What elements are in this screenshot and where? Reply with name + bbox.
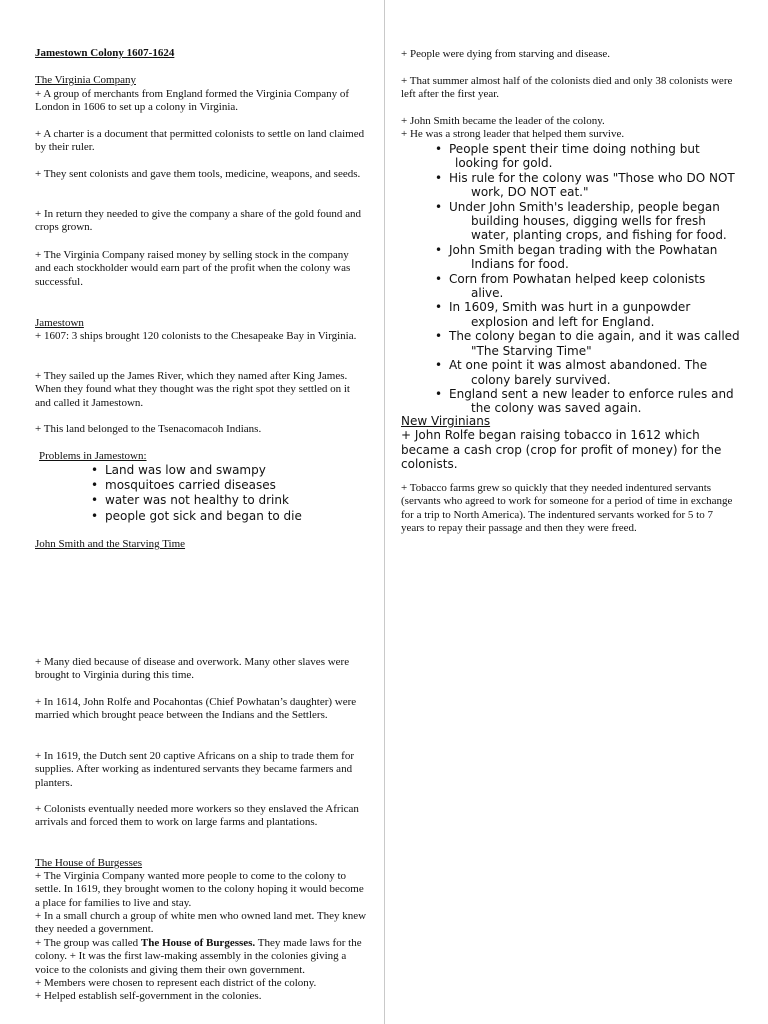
list-item-text: • His rule for the colony was "Those who DO NOT work, DO NOT eat." xyxy=(449,170,735,200)
jamestown-heading: Jamestown xyxy=(35,317,84,329)
text-run: + The group was called xyxy=(35,937,141,949)
paragraph: + The Virginia Company raised money by selling stock in the company and each stockholder would earn part of the profit when the colony was successful. xyxy=(35,249,351,288)
problems-list xyxy=(35,463,367,524)
paragraph: + They sent colonists and gave them tools, medicine, weapons, and seeds. xyxy=(35,168,361,180)
paragraph: + The Virginia Company wanted more people to come to the colony to settle. In 1619, they brought women to the colony hoping it would become a place for families to live and stay. xyxy=(35,870,364,909)
paragraph: + John Rolfe began raising tobacco in 1612 which became a cash crop (crop for profit of money) for the colonists. xyxy=(401,428,722,472)
problems-heading-text: Problems in Jamestown: xyxy=(39,450,147,462)
problems-heading xyxy=(39,450,147,463)
list-item-text: • At one point it was almost abandoned. The colony barely survived. xyxy=(449,358,708,387)
list-item xyxy=(449,272,741,301)
new-virginians-heading: New Virginians xyxy=(401,414,491,428)
list-item: • water was not healthy to drink xyxy=(105,493,367,508)
text-run: They made laws for the colony. + It was the first law-making assembly in the colonies giving a voice to the colonists and giving them their own government. xyxy=(35,937,362,976)
list-item xyxy=(449,358,741,387)
list-item xyxy=(449,329,741,358)
paragraph: + In 1619, the Dutch sent 20 captive Africans on a ship to trade them for supplies. After working as indentured servants they became farmers and planters. xyxy=(35,750,355,789)
paragraph: + In a small church a group of white men who owned land met. They knew they needed a government. xyxy=(35,910,367,936)
virginia-company-heading: The Virginia Company xyxy=(35,74,136,86)
list-item xyxy=(449,142,741,171)
paragraph: + A charter is a document that permitted colonists to settle on land claimed by their ruler. xyxy=(35,128,365,154)
paragraph: + 1607: 3 ships brought 120 colonists to the Chesapeake Bay in Virginia. xyxy=(35,330,357,342)
paragraph: + That summer almost half of the colonists died and only 38 colonists were left after the first year. xyxy=(401,75,733,101)
list-item xyxy=(449,300,741,329)
list-item-text: • Corn from Powhatan helped keep colonists alive. xyxy=(449,271,706,301)
paragraph: + Helped establish self-government in the colonies. xyxy=(35,990,262,1002)
list-item xyxy=(449,171,741,200)
list-item: • Land was low and swampy xyxy=(105,463,367,478)
list-item: • people got sick and began to die xyxy=(105,509,367,524)
paragraph: + Colonists eventually needed more workers so they enslaved the African arrivals and forced them to work on large farms and plantations. xyxy=(35,803,359,829)
starving-time-list xyxy=(449,142,741,416)
paragraph: + In return they needed to give the company a share of the gold found and crops grown. xyxy=(35,208,362,234)
paragraph: + Members were chosen to represent each district of the colony. xyxy=(35,977,317,989)
list-item-text: • In 1609, Smith was hurt in a gunpowder explosion and left for England. xyxy=(449,300,691,329)
list-item-text: • People spent their time doing nothing but looking for gold. xyxy=(449,142,700,171)
paragraph: + Many died because of disease and overwork. Many other slaves were brought to Virginia during this time. xyxy=(35,656,350,682)
paragraph: + This land belonged to the Tsenacomacoh Indians. xyxy=(35,423,262,435)
bold-term: The House of Burgesses. xyxy=(140,937,256,949)
paragraph: + He was a strong leader that helped them survive. xyxy=(401,128,625,140)
document-title: Jamestown Colony 1607-1624 xyxy=(35,47,175,59)
paragraph: + A group of merchants from England formed the Virginia Company of London in 1606 to set up a colony in Virginia. xyxy=(35,88,349,114)
paragraph: + Tobacco farms grew so quickly that they needed indentured servants (servants who agreed to work for someone for a period of time in exchange for a trip to North America). The indentured servants worked for 5 to 7 years to repay their passage and then they were freed. xyxy=(401,482,733,535)
list-item xyxy=(449,243,741,272)
list-item-text: • Under John Smith's leadership, people began building houses, digging wells for fresh water, planting crops, and fishing for food. xyxy=(449,199,727,243)
paragraph xyxy=(35,937,367,977)
list-item: • mosquitoes carried diseases xyxy=(105,478,367,493)
column-divider xyxy=(384,0,385,1024)
paragraph: + People were dying from starving and disease. xyxy=(401,48,611,60)
house-of-burgesses-heading: The House of Burgesses xyxy=(35,857,143,869)
list-item-text: • England sent a new leader to enforce rules and the colony was saved again. xyxy=(449,386,734,416)
list-item xyxy=(449,387,741,416)
paragraph: + They sailed up the James River, which they named after King James. When they found what they thought was the right spot they settled on it and called it Jamestown. xyxy=(35,370,350,409)
list-item-text: • The colony began to die again, and it was called "The Starving Time" xyxy=(449,329,740,358)
john-smith-heading: John Smith and the Starving Time xyxy=(35,538,186,550)
list-item xyxy=(449,200,741,243)
paragraph: + In 1614, John Rolfe and Pocahontas (Chief Powhatan’s daughter) were married which brought peace between the Indians and the Settlers. xyxy=(35,696,357,722)
list-item-text: • John Smith began trading with the Powhatan Indians for food. xyxy=(449,242,718,272)
paragraph: + John Smith became the leader of the colony. xyxy=(401,115,605,127)
